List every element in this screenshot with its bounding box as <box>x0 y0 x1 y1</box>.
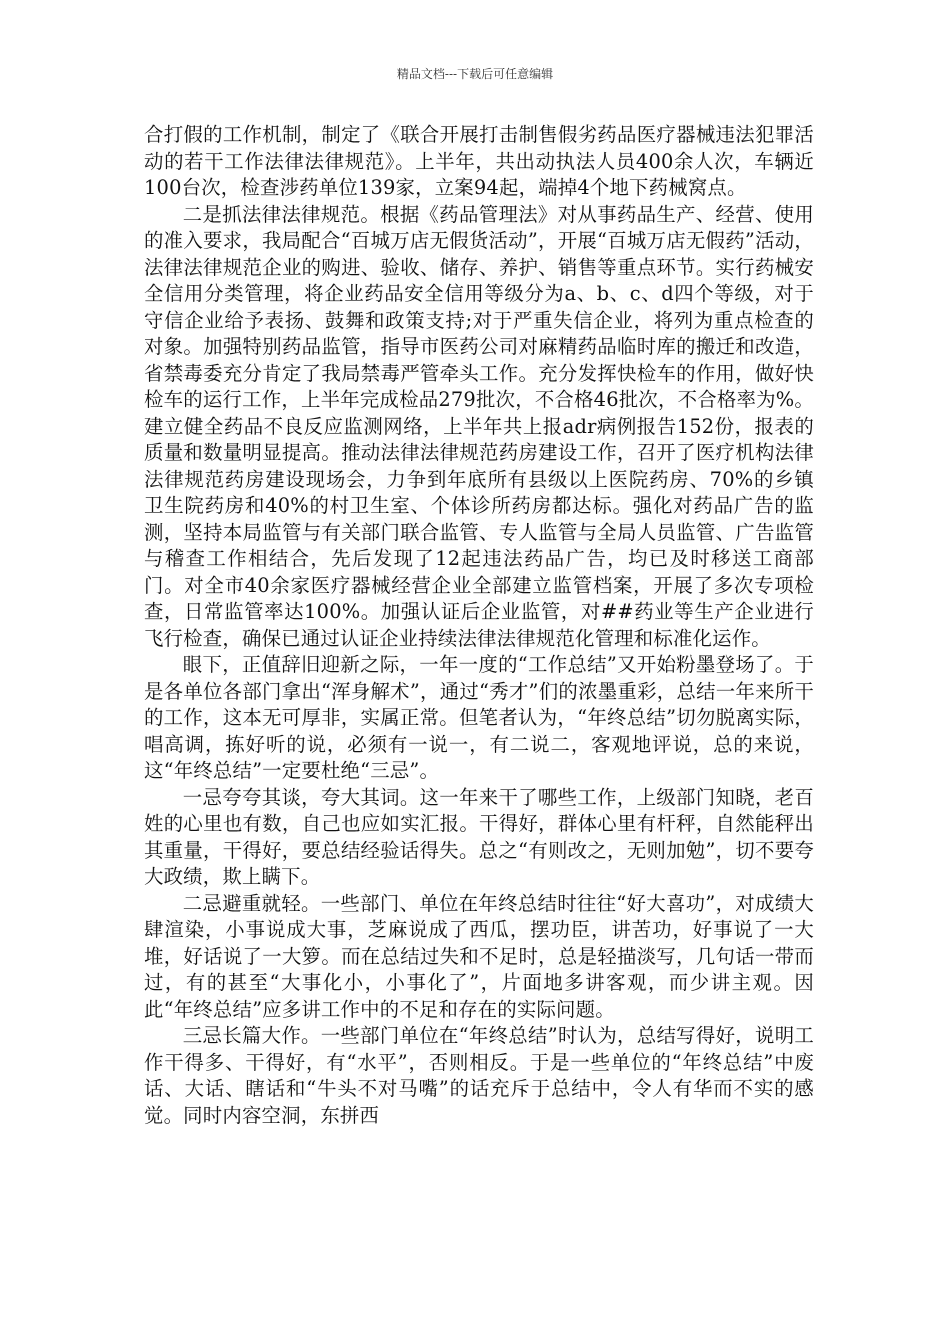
document-body <box>144 122 814 1129</box>
paragraph-5: 二忌避重就轻。一些部门、单位在年终总结时往往“好大喜功”，对成绩大肆渲染，小事说成大事，芝麻说成了西瓜，摆功臣，讲苦功，好事说了一大堆，好话说了一大箩。而在总结过失和不足时，总是轻描淡写，几句话一带而过，有的甚至“大事化小，小事化了”，片面地多讲客观，而少讲主观。因此“年终总结”应多讲工作中的不足和存在的实际问题。 <box>144 891 814 1021</box>
paragraph-6: 三忌长篇大作。一些部门单位在“年终总结”时认为，总结写得好，说明工作干得多、干得好，有“水平”，否则相反。于是一些单位的“年终总结”中废话、大话、瞎话和“牛头不对马嘴”的话充斥于总结中，令人有华而不实的感觉。同时内容空洞，东拼西 <box>144 1024 814 1127</box>
paragraph-2: 二是抓法律法律规范。根据《药品管理法》对从事药品生产、经营、使用的准入要求，我局配合“百城万店无假货活动”，开展“百城万店无假药”活动，法律法律规范企业的购进、验收、储存、养护、销售等重点环节。实行药械安全信用分类管理，将企业药品安全信用等级分为a、b、c、d四个等级，对于守信企业给予表扬、鼓舞和政策支持;对于严重失信企业，将列为重点检查的对象。加强特别药品监管，指导市医药公司对麻精药品临时库的搬迁和改造，省禁毒委充分肯定了我局禁毒严管牵头工作。充分发挥快检车的作用，做好快检车的运行工作，上半年完成检品279批次，不合格46批次，不合格率为%。建立健全药品不良反应监测网络，上半年共上报adr病例报告152份，报表的质量和数量明显提高。推动法律法律规范药房建设工作，召开了医疗机构法律法律规范药房建设现场会，力争到年底所有县级以上医院药房、70%的乡镇卫生院药房和40%的村卫生室、个体诊所药房都达标。强化对药品广告的监测，坚持本局监管与有关部门联合监管、专人监管与全局人员监管、广告监管与稽查工作相结合，先后发现了12起违法药品广告，均已及时移送工商部门。对全市40余家医疗器械经营企业全部建立监管档案，开展了多次专项检查，日常监管率达100%。加强认证后企业监管，对##药业等生产企业进行飞行检查，确保已通过认证企业持续法律法律规范化管理和标准化运作。 <box>144 202 814 650</box>
paragraph-1: 合打假的工作机制，制定了《联合开展打击制售假劣药品医疗器械违法犯罪活动的若干工作法律法律规范》。上半年，共出动执法人员400余人次，车辆近 100台次，检查涉药单位139家，立案94起，端掉4个地下药械窝点。 <box>144 123 814 199</box>
page-header: 精品文档---下载后可任意编辑 <box>396 67 554 81</box>
paragraph-3: 眼下，正值辞旧迎新之际，一年一度的“工作总结”又开始粉墨登场了。于是各单位各部门拿出“浑身解术”，通过“秀才”们的浓墨重彩，总结一年来所干的工作，这本无可厚非，实属正常。但笔者认为，“年终总结”切勿脱离实际，唱高调，拣好听的说，必须有一说一，有二说二，客观地评说，总的来说，这“年终总结”一定要杜绝“三忌”。 <box>144 653 814 782</box>
paragraph-4: 一忌夸夸其谈，夸大其词。这一年来干了哪些工作，上级部门知晓，老百姓的心里也有数，自己也应如实汇报。干得好，群体心里有杆秤，自然能秤出其重量，干得好，要总结经验话得失。总之“有则改之，无则加勉”，切不要夸大政绩，欺上瞒下。 <box>144 785 814 888</box>
